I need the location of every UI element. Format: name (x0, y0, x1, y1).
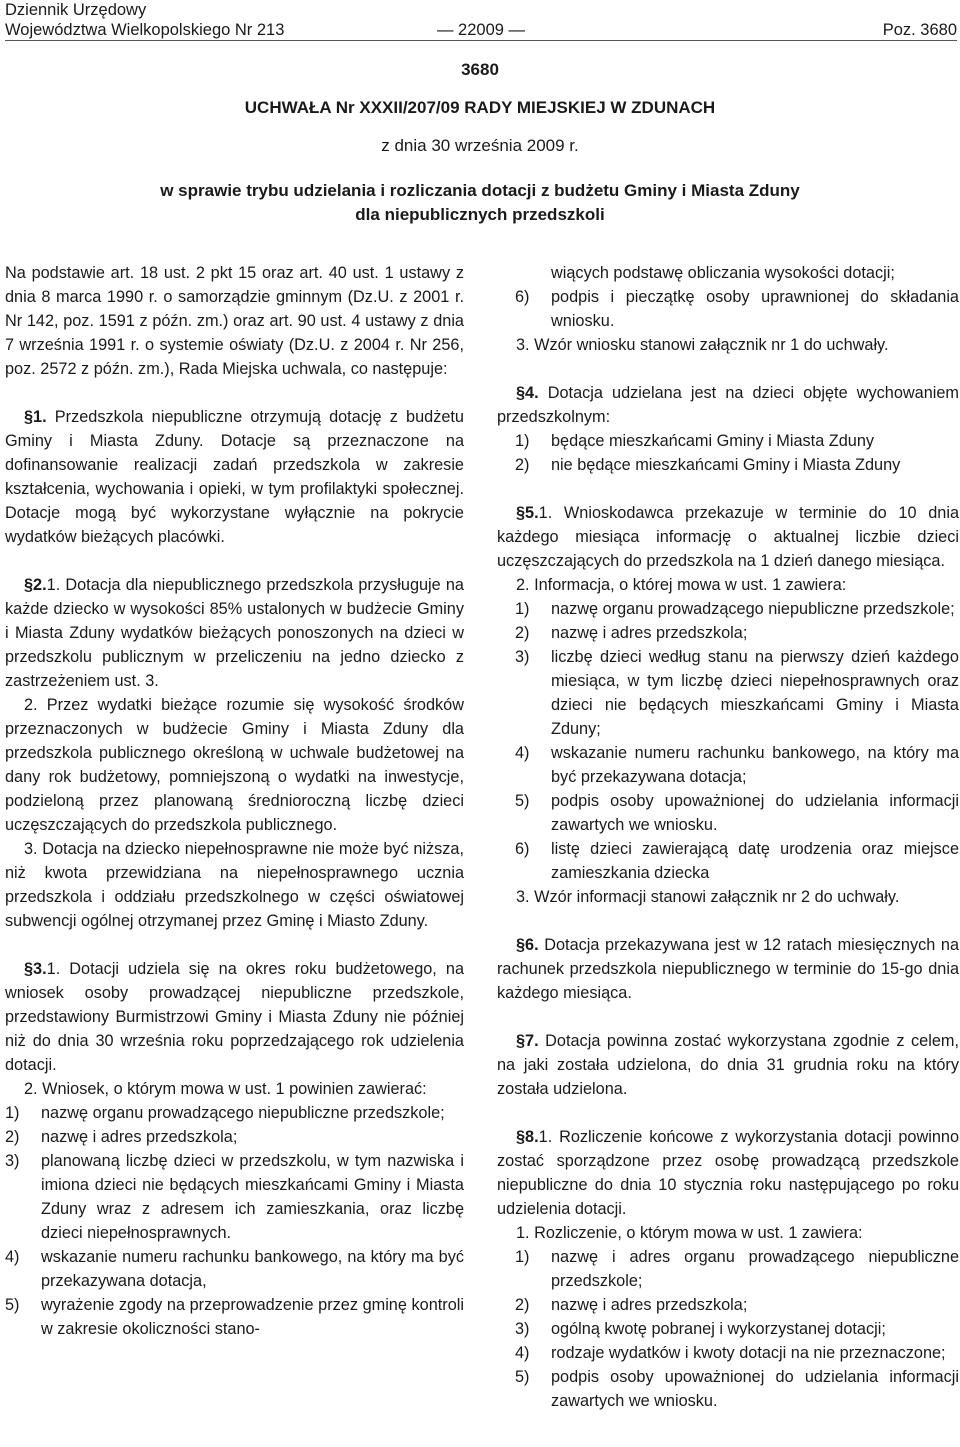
header-rule (5, 40, 957, 41)
paragraph-5: §5.1. Wnioskodawca przekazuje w terminie do 10 dnia każdego miesiąca informację o aktualnej liczbie dzieci uczęszczających do przedszkola na 1 dzień danego miesiąca. (497, 504, 959, 570)
paragraph-mark: §6. (516, 936, 539, 954)
paragraph-2-section-2: 2. Przez wydatki bieżące rozumie się wysokość środków przeznaczonych w budżecie Gminy i Miasta Zduny dla przedszkola publicznego określoną w uchwale budżetowej na dany rok budżetowy, pomniejszoną o wydatki na inwestycje, podzieloną przez planowaną średnioroczną liczbę dzieci uczęszczających do przedszkola publicznego. (5, 696, 464, 834)
paragraph-8: §8.1. Rozliczenie końcowe z wykorzystania dotacji powinno zostać sporządzone przez osobę prowadzącą przedszkole niepubliczne do dnia 10 stycznia roku następującego po roku udzielenia dotacji. (497, 1128, 959, 1218)
list-item: 2) nazwę i adres przedszkola; (515, 624, 748, 642)
paragraph-mark: §2. (24, 576, 47, 594)
resolution-subject-line2: dla niepublicznych przedszkoli (355, 205, 605, 224)
paragraph-5-section-2: 2. Informacja, o której mowa w ust. 1 zawiera: (516, 576, 847, 594)
list-item: 1) nazwę i adres organu prowadzącego niepubliczne przedszkole; (515, 1248, 959, 1290)
page-number: — 22009 — (436, 21, 526, 39)
list-item: 6) podpis i pieczątkę osoby uprawnionej do składania wniosku. (515, 288, 959, 330)
paragraph-mark: §8. (516, 1128, 539, 1146)
left-column (5, 261, 464, 1341)
list-item: 5) podpis osoby upoważnionej do udzielania informacji zawartych we wniosku. (515, 792, 959, 834)
paragraph-mark: §4. (516, 384, 539, 402)
paragraph-mark: §1. (24, 408, 47, 426)
paragraph-4: §4. Dotacja udzielana jest na dzieci objęte wychowaniem przedszkolnym: (497, 384, 959, 426)
paragraph-7: §7. Dotacja powinna zostać wykorzystana zgodnie z celem, na jaki została udzielona, do dnia 31 grudnia roku na który została udzielona. (497, 1032, 959, 1098)
list-item: 1) będące mieszkańcami Gminy i Miasta Zduny (515, 432, 875, 450)
list-item: 3) planowaną liczbę dzieci w przedszkolu, w tym nazwiska i imiona dzieci nie będących mieszkańcami Gminy i Miasta Zduny wraz z adresem ich zamieszkania, oraz liczbę dzieci niepełnosprawnych. (5, 1152, 464, 1242)
list-item: 4) wskazanie numeru rachunku bankowego, na który ma być przekazywana dotacja; (515, 744, 959, 786)
list-item: 6) listę dzieci zawierającą datę urodzenia oraz miejsce zamieszkania dziecka (515, 840, 959, 882)
paragraph-3-section-2: 2. Wniosek, o którym mowa w ust. 1 powinien zawierać: (24, 1080, 427, 1098)
paragraph-mark: §3. (24, 960, 47, 978)
paragraph-5-section-3: 3. Wzór informacji stanowi załącznik nr 2 do uchwały. (516, 888, 900, 906)
list-item: 5) podpis osoby upoważnionej do udzielania informacji zawartych we wniosku. (515, 1368, 959, 1410)
position-number: Poz. 3680 (882, 21, 957, 39)
preamble: Na podstawie art. 18 ust. 2 pkt 15 oraz art. 40 ust. 1 ustawy z dnia 8 marca 1990 r. o samorządzie gminnym (Dz.U. z 2001 r. Nr 142, poz. 1591 z późn. zm.) oraz art. 90 ust. 4 ustawy z dnia 7 września 1991 r. o systemie oświaty (Dz.U. z 2004 r. Nr 256, poz. 2572 z późn. zm.), Rada Miejska uchwala, co następuje: (5, 264, 464, 378)
list-item: 1) nazwę organu prowadzącego niepubliczne przedszkole; (515, 600, 955, 618)
journal-province: Województwa Wielkopolskiego Nr 213 (5, 21, 285, 39)
list-item: 2) nazwę i adres przedszkola; (515, 1296, 748, 1314)
paragraph-2: §2.1. Dotacja dla niepublicznego przedszkola przysługuje na każde dziecko w wysokości 85% ustalonych w budżecie Gminy i Miasta Zduny wydatków bieżących ponoszonych na dzieci w przedszkolu publicznym w przeliczeniu na jedno dziecko z zastrzeżeniem ust. 3. (5, 576, 464, 690)
resolution-subject-line1: w sprawie trybu udzielania i rozliczania dotacji z budżetu Gminy i Miasta Zduny (160, 181, 800, 200)
list-item: 3) liczbę dzieci według stanu na pierwszy dzień każdego miesiąca, w tym liczbę dzieci niepełnosprawnych oraz dzieci nie będących mieszkańcami Gminy i Miasta Zduny; (515, 648, 959, 738)
resolution-date: z dnia 30 września 2009 r. (381, 136, 579, 155)
list-item: 4) rodzaje wydatków i kwoty dotacji na nie przeznaczone; (515, 1344, 946, 1362)
list-item: 2) nie będące mieszkańcami Gminy i Miasta Zduny (515, 456, 901, 474)
paragraph-mark: §5. (516, 504, 539, 522)
list-item: 5) wyrażenie zgody na przeprowadzenie przez gminę kontroli w zakresie okoliczności stano- (5, 1296, 464, 1338)
right-column (497, 261, 959, 1413)
journal-title: Dziennik Urzędowy (5, 1, 147, 19)
paragraph-6: §6. Dotacja przekazywana jest w 12 ratach miesięcznych na rachunek przedszkola niepublicznego w terminie do 15-go dnia każdego miesiąca. (497, 936, 959, 1002)
list-item: 2) nazwę i adres przedszkola; (5, 1128, 238, 1146)
paragraph-3: §3.1. Dotacji udziela się na okres roku budżetowego, na wniosek osoby prowadzącej niepubliczne przedszkole, przedstawiony Burmistrzowi Gminy i Miasta Zduny nie później niż do dnia 30 września roku poprzedzającego rok udzielenia dotacji. (5, 960, 464, 1074)
list-item: 1) nazwę organu prowadzącego niepubliczne przedszkole; (5, 1104, 445, 1122)
page-header (5, 0, 957, 40)
paragraph-2-section-3: 3. Dotacja na dziecko niepełnosprawne nie może być niższa, niż kwota przewidziana na niepełnosprawnego ucznia przedszkola i oddziału przedszkolnego w części oświatowej subwencji ogólnej otrzymanej przez Gminę i Miasto Zduny. (5, 840, 464, 930)
list-item-continuation: wiących podstawę obliczania wysokości dotacji; (551, 264, 895, 282)
list-item: 3) ogólną kwotę pobranej i wykorzystanej dotacji; (515, 1320, 886, 1338)
act-number: 3680 (461, 60, 499, 79)
paragraph-mark: §7. (516, 1032, 539, 1050)
list-item: 4) wskazanie numeru rachunku bankowego, na który ma być przekazywana dotacja, (5, 1248, 464, 1290)
paragraph-1: §1. Przedszkola niepubliczne otrzymują dotację z budżetu Gminy i Miasta Zduny. Dotacje są przeznaczone na dofinansowanie realizacji zadań przedszkola w zakresie kształcenia, wychowania i opieki, w tym profilaktyki społecznej. Dotacje mogą być wykorzystane wyłącznie na pokrycie wydatków bieżących placówki. (5, 408, 464, 546)
resolution-title: UCHWAŁA Nr XXXII/207/09 RADY MIEJSKIEJ W ZDUNACH (244, 98, 716, 117)
paragraph-3-section-3: 3. Wzór wniosku stanowi załącznik nr 1 do uchwały. (516, 336, 889, 354)
paragraph-8-section-1: 1. Rozliczenie, o którym mowa w ust. 1 zawiera: (516, 1224, 863, 1242)
